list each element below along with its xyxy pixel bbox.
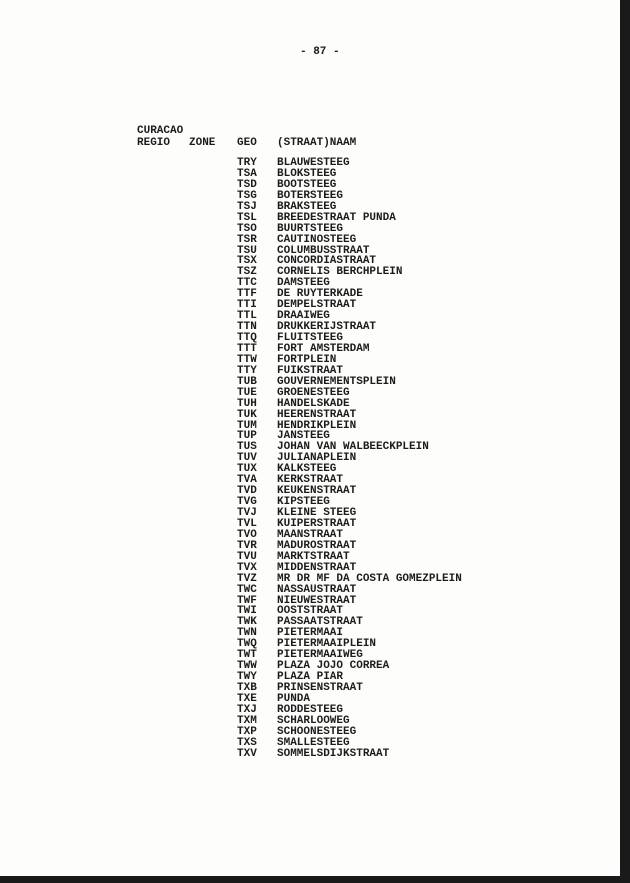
geo-code: TXJ: [237, 703, 257, 716]
street-name: BLAUWESTEEG: [277, 157, 350, 169]
column-header-name: (STRAAT)NAAM: [277, 137, 357, 149]
geo-code: TRY: [237, 157, 257, 169]
street-name: COLUMBUSSTRAAT: [277, 244, 370, 257]
street-name: FORT AMSTERDAM: [277, 342, 370, 355]
street-name: KERKSTRAAT: [277, 474, 344, 487]
street-name: HANDELSKADE: [277, 397, 350, 410]
geo-code: TVL: [237, 517, 257, 530]
geo-code: TTL: [237, 310, 257, 323]
street-name: GOUVERNEMENTSPLEIN: [277, 375, 396, 388]
geo-code: TTW: [237, 353, 257, 366]
geo-code: TSJ: [237, 200, 257, 213]
street-name: BOOTSTEEG: [277, 178, 337, 191]
geo-code: TWQ: [237, 638, 257, 651]
street-name: NIEUWESTRAAT: [277, 594, 357, 607]
geo-code: TVO: [237, 528, 257, 541]
geo-code: TWT: [237, 649, 257, 662]
geo-code: TUB: [237, 375, 257, 388]
street-name: PUNDA: [277, 692, 311, 705]
geo-code: TTT: [237, 342, 257, 355]
street-name: KALKSTEEG: [277, 463, 337, 476]
street-name: KLEINE STEEG: [277, 507, 357, 519]
geo-code: TTQ: [237, 332, 257, 344]
geo-code: TSD: [237, 178, 257, 191]
geo-code: TWC: [237, 583, 257, 596]
street-name: NASSAUSTRAAT: [277, 583, 357, 596]
street-name: BUURTSTEEG: [277, 222, 344, 235]
geo-code: TVR: [237, 539, 257, 552]
geo-code: TSZ: [237, 266, 257, 279]
street-name: KEUKENSTRAAT: [277, 485, 357, 498]
geo-code: TUX: [237, 463, 257, 476]
geo-code: TVU: [237, 550, 257, 563]
geo-code: TVX: [237, 561, 257, 574]
street-name: MAANSTRAAT: [277, 528, 344, 541]
geo-code: TTC: [237, 277, 257, 290]
geo-code: TWF: [237, 594, 257, 607]
street-name: CORNELIS BERCHPLEIN: [277, 266, 403, 279]
geo-code: TUK: [237, 408, 257, 421]
street-name: KUIPERSTRAAT: [277, 517, 357, 530]
street-name: DRUKKERIJSTRAAT: [277, 321, 377, 334]
geo-code: TTN: [237, 321, 257, 334]
geo-code: TVA: [237, 474, 257, 487]
geo-code: TWN: [237, 627, 257, 640]
geo-code: TSG: [237, 189, 257, 202]
street-name: MARKTSTRAAT: [277, 550, 350, 563]
street-name: PASSAATSTRAAT: [277, 616, 363, 629]
street-name: DAMSTEEG: [277, 277, 330, 290]
geo-code: TWI: [237, 605, 257, 618]
street-name: JANSTEEG: [277, 430, 330, 443]
geo-code: TXP: [237, 725, 257, 738]
street-name: BLOKSTEEG: [277, 167, 337, 180]
geo-code: TXM: [237, 714, 257, 727]
geo-code: TUM: [237, 419, 257, 432]
geo-code: TWY: [237, 671, 257, 684]
geo-code: TTY: [237, 364, 257, 377]
street-name: PIETERMAAIWEG: [277, 649, 363, 662]
street-name: PRINSENSTRAAT: [277, 682, 363, 694]
geo-code: TXS: [237, 736, 257, 749]
geo-code: TSX: [237, 255, 257, 268]
street-name: PIETERMAAI: [277, 627, 344, 640]
geo-code: TWW: [237, 660, 257, 673]
street-name: RODDESTEEG: [277, 703, 344, 716]
street-name: PIETERMAAIPLEIN: [277, 638, 377, 651]
street-name: HENDRIKPLEIN: [277, 419, 357, 432]
street-name: MR DR MF DA COSTA GOMEZPLEIN: [277, 572, 462, 585]
street-name: FLUITSTEEG: [277, 332, 344, 344]
geo-code: TSR: [237, 233, 257, 246]
street-name: PLAZA PIAR: [277, 671, 344, 684]
geo-code: TXE: [237, 692, 257, 705]
geo-code: TWK: [237, 616, 257, 629]
geo-code: TUH: [237, 397, 257, 410]
street-name: JULIANAPLEIN: [277, 452, 357, 465]
geo-code: TXV: [237, 747, 257, 760]
street-name: FORTPLEIN: [277, 353, 337, 366]
column-header-zone: ZONE: [189, 137, 216, 149]
street-name: JOHAN VAN WALBEECKPLEIN: [277, 441, 429, 454]
street-name: FUIKSTRAAT: [277, 364, 344, 377]
geo-code: TTI: [237, 299, 257, 312]
street-name: BRAKSTEEG: [277, 200, 337, 213]
street-name: KIPSTEEG: [277, 496, 330, 509]
street-name: HEERENSTRAAT: [277, 408, 357, 421]
street-name: BOTERSTEEG: [277, 189, 344, 202]
street-name: MADUROSTRAAT: [277, 539, 357, 552]
geo-code: TXB: [237, 682, 257, 694]
geo-code: TSL: [237, 211, 257, 224]
street-name: CAUTINOSTEEG: [277, 233, 357, 246]
street-name: SMALLESTEEG: [277, 736, 350, 749]
geo-code: TSA: [237, 167, 257, 180]
street-name: DE RUYTERKADE: [277, 288, 363, 301]
street-name: BREEDESTRAAT PUNDA: [277, 211, 396, 224]
column-header-geo: GEO: [237, 137, 257, 149]
geo-code: TSO: [237, 222, 257, 235]
street-name: GROENESTEEG: [277, 386, 350, 399]
street-name: OOSTSTRAAT: [277, 605, 344, 618]
page-number: - 87 -: [300, 46, 340, 58]
column-header-regio: REGIO: [137, 137, 171, 149]
street-name: DEMPELSTRAAT: [277, 299, 357, 312]
street-name: MIDDENSTRAAT: [277, 561, 357, 574]
street-name: SCHARLOOWEG: [277, 714, 350, 727]
geo-code: TUS: [237, 441, 257, 454]
geo-code: TVG: [237, 496, 257, 509]
geo-code: TVJ: [237, 507, 257, 519]
geo-code: TVZ: [237, 572, 257, 585]
geo-code: TSU: [237, 244, 257, 257]
geo-code: TUV: [237, 452, 257, 465]
geo-code: TUE: [237, 386, 257, 399]
geo-code: TVD: [237, 485, 257, 498]
street-name: SCHOONESTEEG: [277, 725, 357, 738]
street-name: DRAAIWEG: [277, 310, 330, 323]
street-name: SOMMELSDIJKSTRAAT: [277, 747, 390, 760]
geo-code: TUP: [237, 430, 257, 443]
country-heading: CURACAO: [137, 125, 184, 137]
street-name: PLAZA JOJO CORREA: [277, 660, 390, 673]
street-name: CONCORDIASTRAAT: [277, 255, 377, 268]
geo-code: TTF: [237, 288, 257, 301]
